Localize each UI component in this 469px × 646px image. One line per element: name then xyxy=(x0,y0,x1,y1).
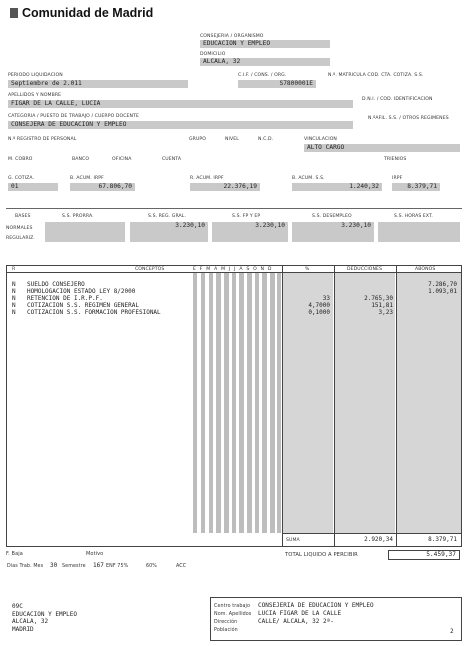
consejeria-label: CONSEJERIA / ORGANISMO xyxy=(200,34,264,39)
dir-label: Dirección xyxy=(214,620,238,625)
nom-label: Nom. Apellidos xyxy=(214,612,252,617)
dias-value: 30 xyxy=(50,562,58,569)
dias-label: Dias Trab. Mes xyxy=(7,564,44,569)
pob-label: Población xyxy=(214,628,238,633)
bases-top-rule xyxy=(6,208,462,209)
domicilio-field: ALCALA, 32 xyxy=(200,58,330,66)
irpf-field: 8.379,71 xyxy=(392,183,440,191)
org-name: Comunidad de Madrid xyxy=(22,6,154,20)
semestre-label: Semestre xyxy=(62,564,86,569)
vinculacion-field: ALTO CARGO xyxy=(304,144,460,152)
normales-label: NORMALES xyxy=(6,226,33,231)
enf-label: ENF 75% xyxy=(106,564,129,569)
p60-label: 60% xyxy=(146,564,157,569)
oficina-label: OFICINA xyxy=(112,157,132,162)
row-deduccion: 3,23 xyxy=(378,309,393,316)
col-conceptos-header: CONCEPTOS xyxy=(135,267,165,272)
row-concepto: HOMOLOGACION ESTADO LEY 8/2000 xyxy=(27,288,136,295)
abonos-column xyxy=(397,273,461,533)
cif-label: C.I.F. / CONS. / ORG. xyxy=(238,73,287,78)
address-line: EDUCACION Y EMPLEO xyxy=(12,610,78,618)
total-field: 5.459,37 xyxy=(388,550,460,560)
semestre-value: 167 xyxy=(93,562,104,569)
categoria-field: CONSEJERA DE EDUCACION Y EMPLEO xyxy=(8,121,353,129)
cotiza-field: 01 xyxy=(8,183,58,191)
address-line: ALCALA, 32 xyxy=(12,618,49,625)
cobro-label: M. COBRO xyxy=(8,157,33,162)
irpf-label: IRPF xyxy=(392,176,403,181)
bases-title: BASES xyxy=(15,214,31,219)
matricula-label: N.º. MATRICULA COD. CTA. COTIZA. S.S. xyxy=(328,73,424,78)
registro-label: N.º REGISTRO DE PERSONAL xyxy=(8,137,77,142)
cuenta-label: CUENTA xyxy=(162,157,182,162)
afil-label: N.ºAFIL. S.S. / OTROS REGIMENES xyxy=(368,116,449,121)
row-abono: 1.093,01 xyxy=(428,288,457,295)
row-r: N xyxy=(12,302,16,309)
apellidos-label: APELLIDOS Y NOMBRE xyxy=(8,93,62,98)
dir-value: CALLE/ ALCALA, 32 2ª- xyxy=(258,618,334,625)
row-r: N xyxy=(12,309,16,316)
row-r: N xyxy=(12,288,16,295)
bases-header-horas-ext: S.S. HORAS EXT. xyxy=(394,214,433,219)
row-pct: 4,7000 xyxy=(308,302,330,309)
base-horas-field xyxy=(378,222,460,242)
periodo-label: PERIODO LIQUIDACION xyxy=(8,73,63,78)
centro-label: Centro trabajo xyxy=(214,604,250,609)
total-label: TOTAL LIQUIDO A PERCIBIR xyxy=(285,552,358,558)
bases-header-desempleo: S.S. DESEMPLEO xyxy=(312,214,352,219)
apellidos-field: FIGAR DE LA CALLE, LUCIA xyxy=(8,100,353,108)
r-irpf-field: 22.376,19 xyxy=(190,183,260,191)
domicilio-label: DOMICILIO xyxy=(200,52,226,57)
row-r: N xyxy=(12,281,16,288)
suma-abonos: 8.379,71 xyxy=(428,536,457,543)
grupo-label: GRUPO xyxy=(189,137,206,142)
row-concepto: SUELDO CONSEJERO xyxy=(27,281,85,288)
row-r: N xyxy=(12,295,16,302)
row-concepto: COTIZACION S.S. FORMACION PROFESIONAL xyxy=(27,309,161,316)
col-abonos-header: ABONOS xyxy=(415,267,436,272)
centro-value: CONSEJERIA DE EDUCACION Y EMPLEO xyxy=(258,602,374,609)
bases-header-prorra: S.S. PRORRA. xyxy=(62,214,94,219)
col-r-header: R xyxy=(12,267,16,272)
row-concepto: RETENCION DE I.R.P.F. xyxy=(27,295,103,302)
address-block xyxy=(12,603,77,633)
base-reg-gral-field: 3.230,10 xyxy=(130,222,208,242)
base-prorra-field xyxy=(45,222,125,242)
ncd-label: N.C.D. xyxy=(258,137,274,142)
vinculacion-label: VINCULACION xyxy=(304,137,337,142)
madrid-logo-icon xyxy=(10,8,18,18)
irpf-acum-field: 67.806,70 xyxy=(70,183,135,191)
banco-label: BANCO xyxy=(72,157,90,162)
b-ss-field: 1.240,32 xyxy=(292,183,382,191)
address-line: 09C xyxy=(12,603,23,610)
r-irpf-label: R. ACUM. IRPF xyxy=(190,176,224,181)
motivo-label: Motivo xyxy=(86,551,104,557)
nivel-label: NIVEL xyxy=(225,137,239,142)
cotiza-label: G. COTIZA. xyxy=(8,176,35,181)
col-months-header: E F M A M J J A S O N D xyxy=(193,267,273,272)
page-number: 2 xyxy=(450,628,454,635)
row-pct: 0,1000 xyxy=(308,309,330,316)
bases-header-fp: S.S. FP Y EP xyxy=(232,214,261,219)
row-concepto: COTIZACION S.S. REGIMEN GENERAL xyxy=(27,302,139,309)
row-deduccion: 151,81 xyxy=(371,302,393,309)
base-fp-field: 3.230,10 xyxy=(212,222,288,242)
regulariz-label: REGULARIZ. xyxy=(6,236,35,241)
col-deducciones-header: DEDUCCIONES xyxy=(347,267,383,272)
address-line: MADRID xyxy=(12,625,34,633)
base-desempleo-field: 3.230,10 xyxy=(292,222,374,242)
col-pct-header: % xyxy=(305,267,310,272)
periodo-field: Septiembre de 2.011 xyxy=(8,80,188,88)
trienios-label: TRIENIOS xyxy=(384,157,407,162)
bases-header-reg-gral: S.S. REG. GRAL. xyxy=(148,214,187,219)
consejeria-field: EDUCACION Y EMPLEO xyxy=(200,40,330,48)
fbaja-label: F. Baja xyxy=(6,551,23,557)
row-abono: 7.286,70 xyxy=(428,281,457,288)
dni-label: D.N.I. / COD. IDENTIFICACION xyxy=(362,97,433,102)
suma-deducciones: 2.920,34 xyxy=(364,536,393,543)
acc-label: ACC xyxy=(176,564,187,569)
b-ss-label: B. ACUM. S.S. xyxy=(292,176,325,181)
row-pct: 33 xyxy=(322,295,330,302)
row-deduccion: 2.765,30 xyxy=(364,295,393,302)
categoria-label: CATEGORIA / PUESTO DE TRABAJO / CUERPO DOCENTE xyxy=(8,114,139,119)
irpf-acum-label: B. ACUM. IRPF xyxy=(70,176,104,181)
cif-field: S7800001E xyxy=(238,80,316,88)
suma-label: SUMA xyxy=(286,538,300,543)
months-block xyxy=(192,273,282,533)
nom-value: LUCIA FIGAR DE LA CALLE xyxy=(258,610,342,617)
